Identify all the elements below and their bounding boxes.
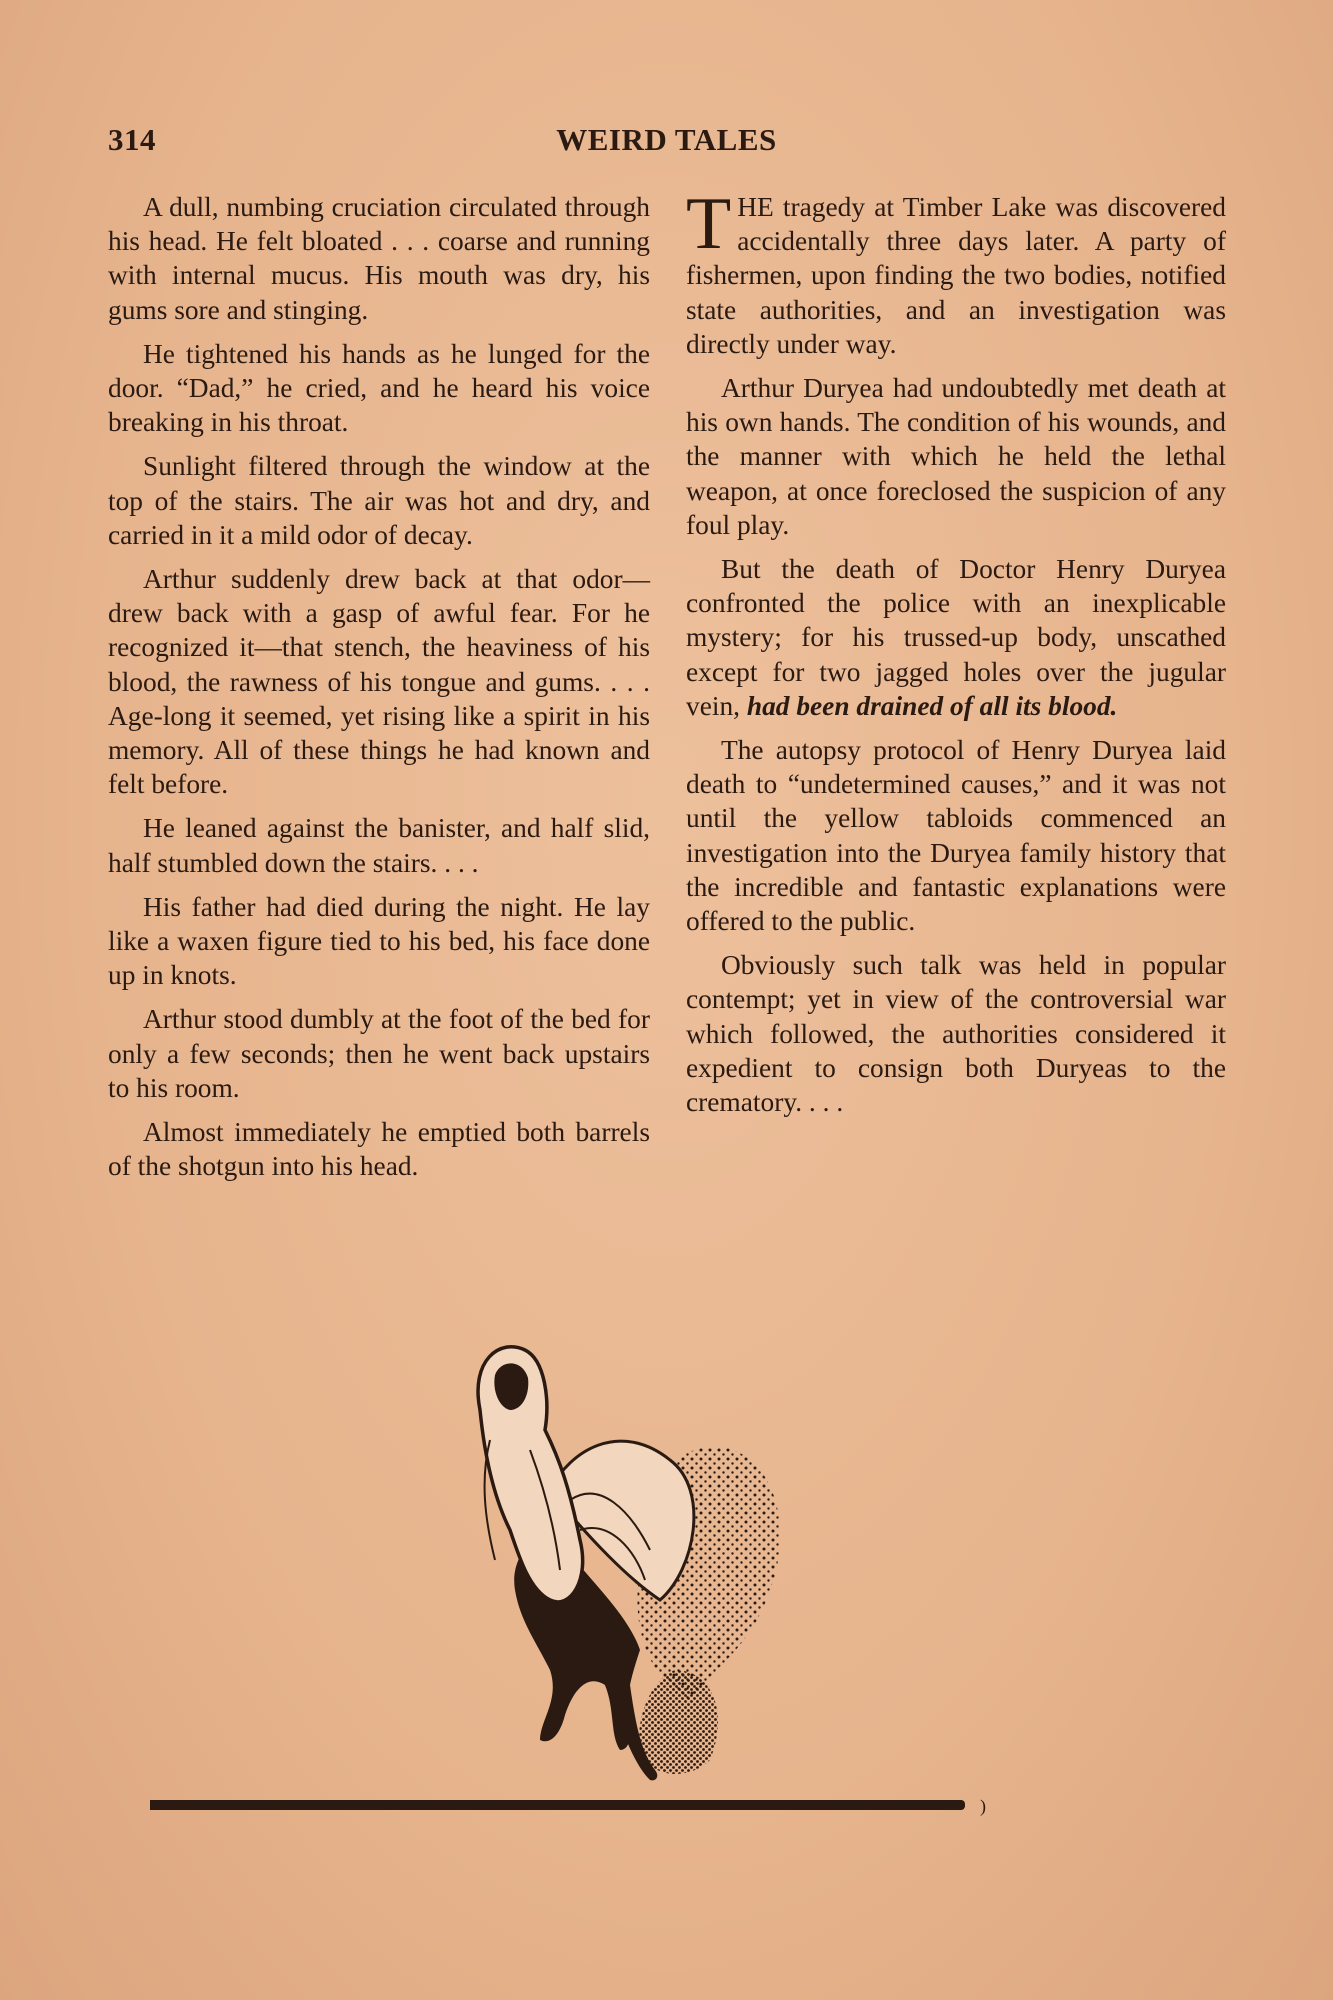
right-column — [686, 183, 1226, 1129]
paragraph: Almost immediately he emptied both barrels of the shotgun into his head. — [108, 1117, 650, 1182]
small-caps-lead: HE — [737, 192, 774, 222]
paragraph: He tightened his hands as he lunged for the door. “Dad,” he cried, and he heard his voice breaking in his throat. — [108, 338, 650, 438]
paragraph: Arthur Duryea had undoubtedly met death at his own hands. The condition of his wounds, and the manner with which he held the lethal weapon, at once foreclosed the suspicion of any foul play. — [686, 373, 1226, 540]
paragraph: The autopsy protocol of Henry Duryea laid death to “undetermined causes,” and it was not until the yellow tabloids commenced an investigation into the Duryea family history that the incredible and fantastic explanations were offered to the public. — [686, 735, 1226, 937]
italic-emphasis: had been drained of all its blood. — [746, 690, 1118, 721]
opening-paragraph — [686, 183, 1226, 361]
paragraph: Arthur suddenly drew back at that odor—drew back with a gasp of awful fear. For he recognized it—that stench, the heaviness of his blood, the rawness of his tongue and gums. . . . Age-long it seemed, yet rising like a spirit in his memory. All of these things he had known and felt before. — [108, 564, 650, 800]
paragraph: His father had died during the night. He lay like a waxen figure tied to his bed, his face done up in knots. — [108, 891, 650, 991]
svg-text:): ) — [980, 1796, 986, 1816]
left-column — [108, 190, 650, 1193]
paragraph: Arthur stood dumbly at the foot of the bed for only a few seconds; then he went back upstairs to his room. — [108, 1004, 650, 1103]
paragraph: Obviously such talk was held in popular contempt; yet in view of the controversial war which followed, the authorities considered it expedient to consign both Duryeas to the crematory. . . . — [686, 950, 1226, 1118]
drop-cap: T — [686, 183, 732, 265]
hooded-rider-on-horse-illustration — [150, 1340, 1210, 1820]
paragraph-text: tragedy at Timber Lake was discovered accidentally three days later. A party of fishermen, upon finding the two bodies, notified state authorities, and an investigation was directly under way. — [686, 192, 1226, 359]
running-head: WEIRD TALES — [556, 122, 777, 157]
paragraph — [686, 552, 1226, 723]
paragraph: He leaned against the banister, and half slid, half stumbled down the stairs. . . . — [108, 813, 650, 878]
paragraph-text: But the death of Doctor Henry Duryea confronted the police with an inexplicable mystery; for his trussed-up body, unscathed except for two jagged holes over the jugular vein, — [686, 554, 1226, 721]
page-number: 314 — [108, 122, 156, 157]
paragraph: Sunlight filtered through the window at the top of the stairs. The air was hot and dry, and carried in it a mild odor of decay. — [108, 451, 650, 550]
paragraph: A dull, numbing cruciation circulated through his head. He felt bloated . . . coarse and running with internal mucus. His mouth was dry, his gums sore and stinging. — [108, 192, 650, 325]
